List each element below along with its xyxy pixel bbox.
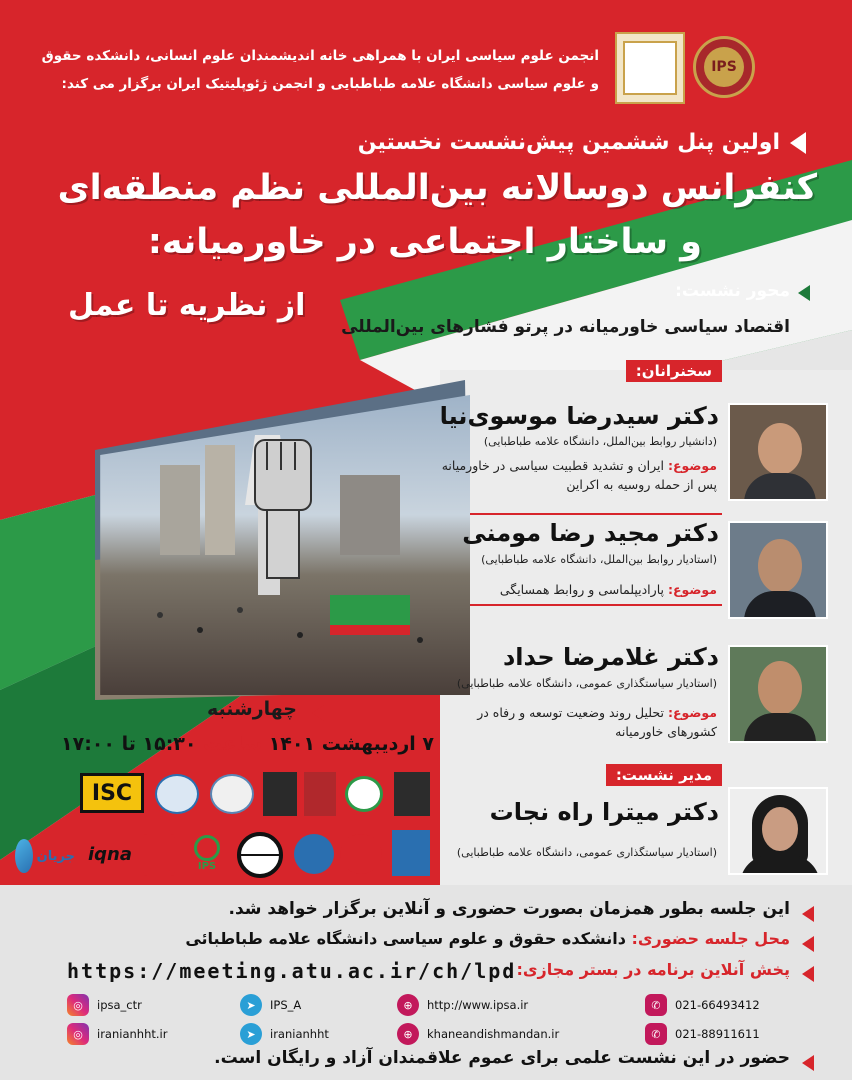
- jaryan-logo: [15, 836, 75, 876]
- speaker-affiliation-2: (استادیار روابط بین‌الملل، دانشگاه علامه طباطبایی): [481, 553, 717, 566]
- speaker-topic-label-2: موضوع:: [667, 582, 717, 597]
- globe-logo: [237, 832, 283, 878]
- speaker-topic-line2-3: کشورهای خاورمیانه: [615, 724, 717, 739]
- info-bullet-2: [802, 933, 814, 952]
- schedule-time-range: ۱۵:۳۰ تا ۱۷:۰۰: [61, 733, 197, 755]
- contact-phone-2[interactable]: [645, 1023, 760, 1045]
- header-org-line1: انجمن علوم سیاسی ایران با همراهی خانه اندیشمندان علوم انسانی، دانشکده حقوق: [41, 48, 599, 64]
- partner-logo-8: [294, 834, 334, 874]
- divider-2: [470, 604, 722, 606]
- pre-title-bullet: [790, 132, 812, 154]
- online-label: پخش آنلاین برنامه در بستر مجازی:: [516, 960, 790, 979]
- schedule-datetime: [61, 733, 434, 755]
- speaker-topic-line1-3: تحلیل روند وضعیت توسعه و رفاه در: [477, 705, 664, 720]
- online-url-link[interactable]: https://meeting.atu.ac.ir/ch/lpd: [67, 959, 517, 983]
- phone-1-text: 021-66493412: [675, 998, 760, 1012]
- instagram-1-text: ipsa_ctr: [97, 998, 142, 1012]
- speaker-topic-3: [477, 703, 717, 741]
- schedule-time-word: ساعت: [203, 733, 263, 755]
- partner-logo-10: [392, 830, 430, 876]
- schedule-bullet: [312, 702, 324, 721]
- isc-logo: ISC: [80, 773, 144, 813]
- telegram-1-text: IPS_A: [270, 998, 302, 1012]
- axis-text: اقتصاد سیاسی خاورمیانه در پرتو فشارهای بین‌المللی: [341, 317, 790, 337]
- ips-text: IPS: [197, 860, 217, 872]
- speaker-topic-label-1: موضوع:: [667, 458, 717, 473]
- contact-telegram-1[interactable]: [240, 994, 301, 1016]
- axis-bullet: [798, 282, 810, 301]
- phone-icon: ✆: [645, 1023, 667, 1045]
- speaker-topic-2: [500, 580, 717, 599]
- telegram-icon: ➤: [240, 994, 262, 1016]
- pre-title: اولین پنل ششمین پیش‌نشست نخستین: [357, 130, 780, 155]
- speaker-topic-line1-2: پارادیپلماسی و روابط همسایگی: [499, 582, 664, 597]
- speaker-name-2: دکتر مجید رضا مومنی: [462, 519, 719, 547]
- speaker-topic-label-3: موضوع:: [667, 705, 717, 720]
- ipsa-logo: IPS: [693, 36, 755, 98]
- iqna-logo: iqna: [87, 843, 132, 865]
- moderator-name: دکتر میترا راه نجات: [489, 798, 719, 826]
- schedule-day: چهارشنبه: [206, 698, 297, 720]
- info-line-venue: [185, 929, 790, 948]
- speaker-topic-1: [442, 456, 717, 494]
- schedule-date: ۷ اردیبهشت ۱۴۰۱: [268, 733, 434, 755]
- partner-logo-2: [155, 774, 199, 814]
- phone-icon: ✆: [645, 994, 667, 1016]
- info-line-1: این جلسه بطور همزمان بصورت حضوری و آنلاین برگزار خواهد شد.: [228, 899, 790, 919]
- speaker-photo-1: [728, 403, 828, 501]
- instagram-icon: ◎: [67, 1023, 89, 1045]
- speaker-affiliation-3: (استادیار سیاستگذاری عمومی، دانشگاه علامه طباطبایی): [456, 677, 717, 690]
- speaker-name-3: دکتر غلامرضا حداد: [502, 643, 719, 671]
- contact-telegram-2[interactable]: [240, 1023, 329, 1045]
- moderator-label: مدیر نشست:: [606, 764, 722, 786]
- jaryan-text: جریان: [36, 848, 75, 864]
- partner-logo-9: [340, 834, 382, 874]
- contact-phone-1[interactable]: [645, 994, 760, 1016]
- web-2-text: khaneandishmandan.ir: [427, 1027, 560, 1041]
- speakers-label: سخنرانان:: [626, 360, 722, 382]
- web-1-text: http://www.ipsa.ir: [427, 998, 529, 1012]
- speaker-affiliation-1: (دانشیار روابط بین‌الملل، دانشگاه علامه طباطبایی): [483, 435, 717, 448]
- divider-1: [470, 513, 722, 515]
- partner-logo-emblem: [143, 834, 175, 876]
- speaker-photo-3: [728, 645, 828, 743]
- partner-logo-4: [263, 772, 297, 816]
- speaker-topic-line1-1: ایران و تشدید قطبیت سیاسی در خاورمیانه: [441, 458, 664, 473]
- partner-logo-5: [304, 772, 336, 816]
- subtitle: از نظریه تا عمل: [68, 288, 306, 323]
- contact-web-1[interactable]: [397, 994, 528, 1016]
- globe-icon: ⊕: [397, 994, 419, 1016]
- raised-fist-icon: [245, 430, 325, 580]
- moderator-affiliation: (استادیار سیاستگذاری عمومی، دانشگاه علامه طباطبایی): [456, 846, 717, 859]
- contact-web-2[interactable]: [397, 1023, 559, 1045]
- phone-2-text: 021-88911611: [675, 1027, 760, 1041]
- info-bullet-4: [802, 1052, 814, 1071]
- instagram-icon: ◎: [67, 994, 89, 1016]
- instagram-2-text: iranianhht.ir: [97, 1027, 168, 1041]
- globe-icon: ⊕: [397, 1023, 419, 1045]
- main-title-line2: و ساختار اجتماعی در خاورمیانه:: [147, 222, 702, 262]
- khaneh-andishmandan-logo: [615, 32, 685, 104]
- main-title-line1: کنفرانس دوسالانه بین‌المللی نظم منطقه‌ای: [57, 168, 817, 208]
- axis-label: محور نشست:: [675, 281, 790, 301]
- footer-note: حضور در این نشست علمی برای عموم علاقمندان آزاد و رایگان است.: [214, 1048, 790, 1068]
- ips-logo: [190, 830, 224, 876]
- header-org-line2: و علوم سیاسی دانشگاه علامه طباطبایی و انجمن ژئوپلیتیک ایران برگزار می کند:: [61, 76, 599, 92]
- partner-logo-7: [394, 772, 430, 816]
- partner-logo-3: [210, 774, 254, 814]
- info-bullet-3: [802, 963, 814, 982]
- info-bullet-1: [802, 903, 814, 922]
- telegram-icon: ➤: [240, 1023, 262, 1045]
- venue-label: محل جلسه حضوری:: [631, 929, 790, 948]
- info-line-online: [516, 960, 790, 979]
- venue-text: دانشکده حقوق و علوم سیاسی دانشگاه علامه طباطبائی: [185, 929, 626, 948]
- contact-instagram-2[interactable]: [67, 1023, 167, 1045]
- speaker-photo-2: [728, 521, 828, 619]
- telegram-2-text: iranianhht: [270, 1027, 329, 1041]
- partner-logo-6: [345, 776, 383, 812]
- speaker-name-1: دکتر سیدرضا موسوی‌نیا: [439, 402, 719, 430]
- moderator-photo: [728, 787, 828, 875]
- speaker-topic-line2-1: پس از حمله روسیه به اکراین: [566, 477, 717, 492]
- contact-instagram-1[interactable]: [67, 994, 142, 1016]
